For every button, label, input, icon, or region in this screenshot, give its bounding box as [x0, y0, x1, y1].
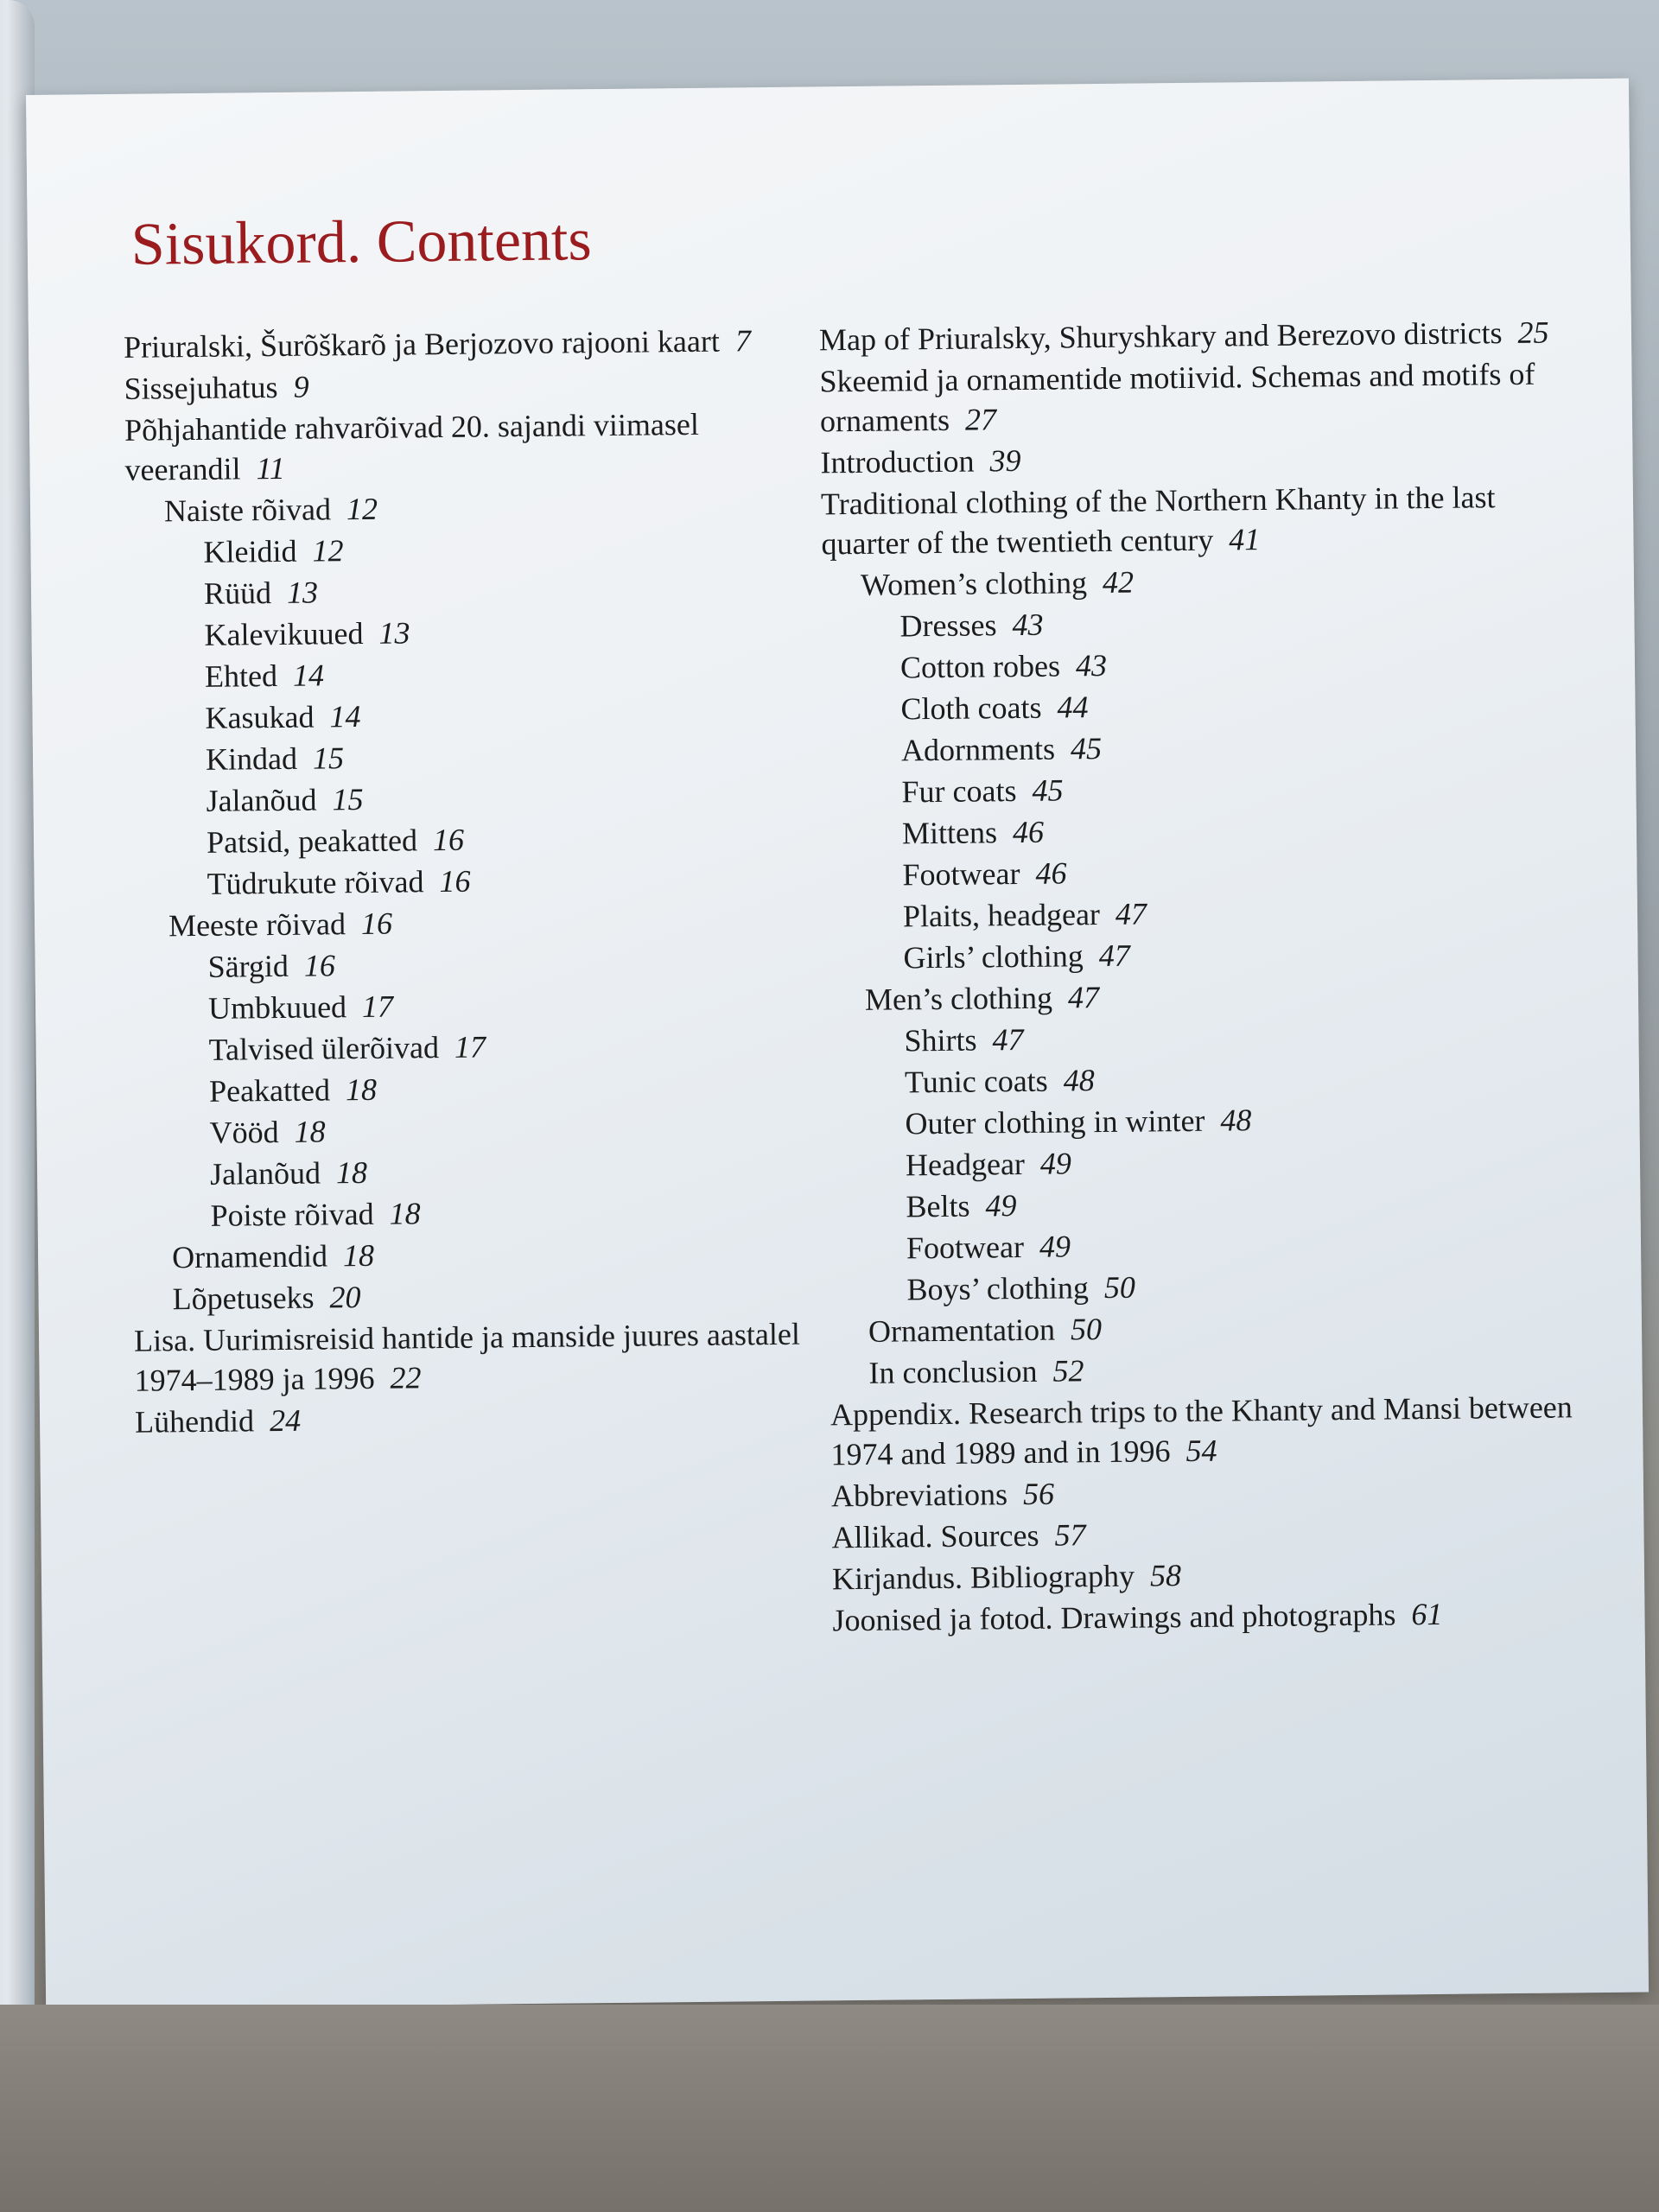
- toc-entry-title: Peakatted: [208, 1072, 331, 1109]
- toc-entry: [819, 353, 1580, 441]
- toc-entry-title: Umbkuued: [207, 989, 347, 1026]
- toc-entry-page-number: 39: [989, 442, 1021, 479]
- toc-entry-page-number: 45: [1032, 772, 1064, 808]
- toc-entry: [828, 1138, 1588, 1185]
- toc-entry: [127, 650, 836, 697]
- toc-entry: [829, 1262, 1589, 1310]
- toc-entry-page-number: 18: [342, 1237, 375, 1274]
- toc-entry-title: Poiste rõivad: [210, 1196, 374, 1233]
- toc-entry-title: Priuralski, Šurõškarõ ja Berjozovo rajooni kaart: [123, 323, 721, 365]
- toc-entry-title: Dresses: [899, 607, 997, 644]
- toc-entry-page-number: 17: [454, 1029, 486, 1065]
- toc-entry-page-number: 41: [1229, 522, 1261, 557]
- toc-entry-page-number: 9: [293, 369, 309, 404]
- toc-entry-page-number: 16: [432, 822, 465, 858]
- toc-entry-page-number: 18: [294, 1114, 326, 1149]
- toc-entry: [832, 1592, 1592, 1640]
- toc-entry-title: Särgid: [207, 948, 289, 984]
- toc-entry-title: Boys’ clothing: [906, 1270, 1090, 1307]
- toc-entry-page-number: 44: [1057, 690, 1089, 725]
- toc-entry-page-number: 18: [335, 1154, 368, 1191]
- toc-entry-page-number: 48: [1063, 1063, 1095, 1098]
- toc-entry: [133, 1230, 842, 1278]
- toc-entry-title: Lisa. Uurimisreisid hantide ja manside juures aastalel 1974–1989 ja 1996: [133, 1316, 801, 1398]
- toc-entry-title: Skeemid ja ornamentide motiivid. Schemas and motifs of ornaments: [819, 356, 1535, 439]
- toc-entry: [130, 940, 838, 988]
- toc-entry-title: Vööd: [209, 1115, 279, 1150]
- toc-entry-page-number: 49: [1039, 1146, 1072, 1181]
- toc-entry: [131, 1065, 840, 1112]
- toc-entry: [130, 899, 838, 946]
- toc-entry: [824, 806, 1585, 854]
- toc-entry-page-number: 7: [734, 323, 752, 359]
- toc-entry-page-number: 12: [312, 533, 344, 569]
- toc-entry: [128, 774, 836, 822]
- toc-entry: [133, 1272, 842, 1319]
- toc-entry-title: Joonised ja fotod. Drawings and photographs: [832, 1597, 1396, 1638]
- toc-entry-page-number: 22: [390, 1360, 422, 1395]
- toc-entry-page-number: 14: [292, 658, 325, 693]
- toc-entry-title: Põhjahantide rahvarõivad 20. sajandi viimasel veerandil: [124, 406, 700, 487]
- toc-entry: [823, 765, 1584, 812]
- toc-entry: [126, 608, 835, 656]
- toc-entry: [823, 640, 1583, 688]
- toc-entry: [832, 1551, 1592, 1599]
- toc-entry-page-number: 13: [378, 615, 410, 651]
- toc-entry-title: Adornments: [900, 731, 1056, 768]
- toc-entry-title: Sissejuhatus: [124, 369, 278, 406]
- page-title: Sisukord. Contents: [130, 207, 593, 278]
- toc-entry-title: Rüüd: [203, 575, 272, 611]
- toc-entry-page-number: 48: [1220, 1103, 1252, 1138]
- toc-entry-title: Traditional clothing of the Northern Khanty in the last quarter of the twentieth century: [820, 480, 1496, 562]
- toc-entry-page-number: 18: [345, 1071, 378, 1108]
- toc-entry: [125, 525, 834, 573]
- toc-entry-page-number: 50: [1070, 1312, 1103, 1347]
- toc-entry-title: Plaits, headgear: [902, 897, 1101, 934]
- toc-entry-page-number: 42: [1102, 564, 1135, 600]
- toc-entry-page-number: 46: [1012, 814, 1045, 850]
- toc-entry-title: Talvised ülerõivad: [208, 1030, 440, 1067]
- toc-entry-title: Jalanõud: [206, 782, 317, 818]
- toc-entry: [830, 1387, 1592, 1474]
- toc-entry-page-number: 56: [1022, 1476, 1055, 1512]
- book-page: [26, 79, 1649, 2009]
- toc-entry: [822, 599, 1582, 646]
- toc-entry: [135, 1395, 843, 1442]
- toc-entry: [827, 1055, 1587, 1103]
- toc-entry: [830, 1304, 1590, 1351]
- toc-entry-page-number: 49: [985, 1188, 1017, 1224]
- toc-entry: [826, 1014, 1586, 1061]
- toc-entry: [821, 476, 1582, 563]
- toc-entry-title: Cotton robes: [899, 648, 1061, 685]
- toc-entry-title: Belts: [906, 1188, 970, 1224]
- toc-entry-page-number: 18: [389, 1196, 421, 1231]
- toc-entry: [131, 1106, 840, 1154]
- toc-entry: [132, 1147, 841, 1195]
- toc-entry-page-number: 15: [332, 781, 364, 817]
- toc-entry-title: Fur coats: [901, 773, 1017, 810]
- toc-entry-page-number: 49: [1039, 1229, 1071, 1264]
- contents-column-estonian: [124, 320, 843, 1444]
- toc-entry-title: Abbreviations: [830, 1477, 1008, 1514]
- toc-entry-title: Cloth coats: [900, 690, 1042, 727]
- toc-entry-title: Appendix. Research trips to the Khanty and Mansi between 1974 and 1989 and in 1996: [830, 1389, 1573, 1472]
- toc-entry-title: Map of Priuralsky, Shuryshkary and Berezovo districts: [818, 315, 1503, 358]
- toc-entry: [831, 1468, 1592, 1516]
- toc-entry-title: Mittens: [901, 815, 998, 851]
- toc-entry-title: Kasukad: [205, 699, 315, 735]
- toc-entry-page-number: 54: [1185, 1433, 1217, 1469]
- toc-entry-page-number: 11: [256, 450, 286, 486]
- toc-entry-page-number: 16: [360, 906, 393, 941]
- toc-entry-title: Ehted: [204, 658, 278, 694]
- toc-entry: [125, 484, 834, 531]
- toc-entry: [127, 691, 836, 739]
- toc-entry: [129, 857, 837, 905]
- toc-entry-page-number: 43: [1012, 607, 1044, 643]
- toc-entry-title: Ornamendid: [171, 1238, 328, 1275]
- toc-entry: [825, 889, 1586, 937]
- contents-column-english: [819, 312, 1593, 1642]
- toc-entry-page-number: 47: [992, 1021, 1024, 1058]
- toc-entry: [822, 557, 1582, 605]
- toc-entry-title: Kalevikuued: [204, 615, 364, 652]
- toc-entry-title: Ornamentation: [868, 1312, 1056, 1349]
- toc-entry: [830, 1345, 1590, 1393]
- toc-entry-title: Patsid, peakatted: [206, 823, 418, 860]
- toc-entry-page-number: 45: [1070, 731, 1103, 766]
- toc-entry: [823, 682, 1583, 729]
- toc-entry-page-number: 46: [1035, 855, 1067, 891]
- toc-entry-page-number: 61: [1411, 1596, 1443, 1632]
- toc-entry: [831, 1510, 1592, 1557]
- toc-entry-page-number: 52: [1052, 1353, 1084, 1389]
- table-surface: [0, 2005, 1659, 2212]
- toc-entry-title: Shirts: [904, 1022, 977, 1058]
- toc-entry-page-number: 13: [286, 575, 319, 610]
- toc-entry-page-number: 25: [1517, 315, 1549, 350]
- toc-entry-page-number: 24: [269, 1402, 302, 1439]
- toc-entry-page-number: 47: [1067, 980, 1100, 1015]
- toc-entry-title: Women’s clothing: [860, 565, 1088, 602]
- toc-entry: [820, 435, 1580, 482]
- toc-entry: [124, 361, 832, 409]
- toc-entry: [827, 1096, 1587, 1144]
- toc-entry: [126, 567, 835, 614]
- toc-entry-title: Headgear: [905, 1146, 1026, 1183]
- toc-entry-page-number: 27: [964, 402, 997, 437]
- toc-entry: [825, 931, 1586, 978]
- toc-entry-page-number: 57: [1054, 1517, 1086, 1553]
- toc-entry: [819, 312, 1580, 359]
- toc-entry: [828, 1179, 1588, 1227]
- toc-entry: [829, 1221, 1589, 1268]
- toc-entry-title: Outer clothing in winter: [905, 1103, 1205, 1141]
- toc-entry-title: Kleidid: [203, 533, 297, 569]
- toc-entry-title: Jalanõud: [209, 1155, 321, 1192]
- toc-entry-title: Footwear: [906, 1229, 1025, 1266]
- toc-entry-title: Meeste rõivad: [168, 906, 346, 944]
- toc-entry: [129, 816, 837, 863]
- toc-entry-title: Lühendid: [134, 1403, 255, 1440]
- toc-entry-title: Tüdrukute rõivad: [207, 864, 424, 901]
- toc-entry-title: Lõpetuseks: [172, 1280, 315, 1317]
- toc-entry: [823, 723, 1584, 771]
- toc-entry-page-number: 14: [329, 698, 361, 734]
- toc-entry: [132, 1189, 841, 1236]
- toc-entry-page-number: 20: [329, 1280, 361, 1315]
- toc-entry-title: Naiste rõivad: [163, 492, 332, 529]
- toc-entry: [130, 1023, 839, 1071]
- toc-entry-page-number: 47: [1098, 938, 1131, 974]
- toc-entry-title: Tunic coats: [904, 1063, 1048, 1100]
- toc-entry: [824, 848, 1585, 895]
- toc-entry-page-number: 43: [1075, 647, 1108, 683]
- toc-entry: [124, 403, 834, 490]
- toc-entry-title: Allikad. Sources: [831, 1517, 1039, 1555]
- toc-entry-page-number: 50: [1103, 1269, 1136, 1306]
- toc-entry-page-number: 47: [1115, 896, 1147, 931]
- toc-entry-title: Footwear: [902, 856, 1020, 893]
- toc-entry-title: Kirjandus. Bibliography: [831, 1558, 1135, 1597]
- toc-entry-title: Kindad: [205, 741, 298, 777]
- toc-entry-title: In conclusion: [868, 1353, 1038, 1390]
- toc-entry-title: Introduction: [820, 443, 975, 480]
- toc-entry: [826, 972, 1586, 1020]
- toc-entry-page-number: 16: [303, 948, 336, 983]
- toc-entry-page-number: 16: [439, 863, 471, 899]
- toc-entry: [134, 1313, 843, 1401]
- toc-entry-title: Girls’ clothing: [903, 938, 1084, 976]
- toc-entry: [124, 320, 832, 367]
- toc-entry-page-number: 58: [1149, 1558, 1182, 1593]
- toc-entry-title: Men’s clothing: [864, 980, 1053, 1017]
- toc-entry-page-number: 17: [361, 988, 394, 1024]
- toc-entry: [130, 982, 839, 1029]
- toc-entry-page-number: 15: [312, 741, 345, 776]
- toc-entry: [128, 733, 836, 780]
- toc-entry-page-number: 12: [346, 491, 378, 527]
